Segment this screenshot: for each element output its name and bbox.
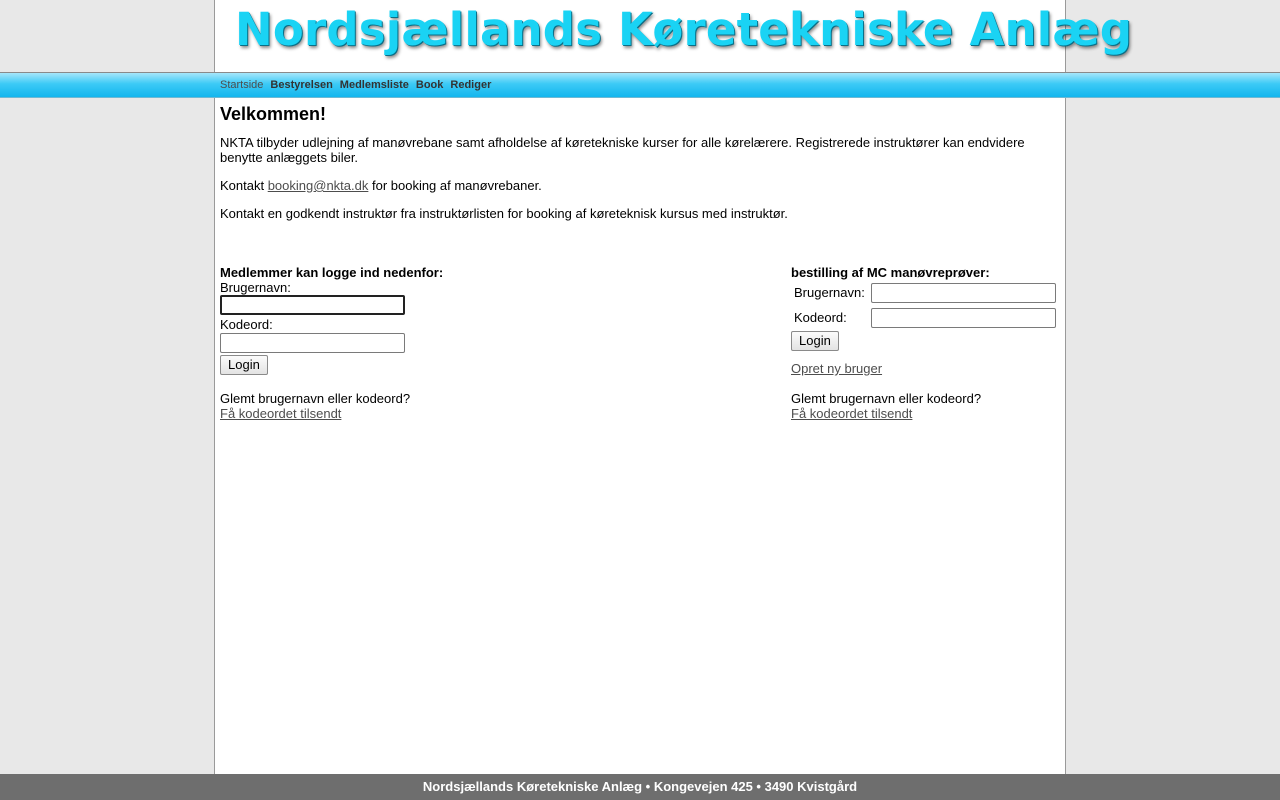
mc-forgot-link[interactable]: Få kodeordet tilsendt <box>791 406 913 421</box>
member-username-label: Brugernavn: <box>220 280 291 295</box>
create-user-link[interactable]: Opret ny bruger <box>791 361 883 376</box>
main-navigation <box>0 72 1280 98</box>
member-forgot-link[interactable]: Få kodeordet tilsendt <box>220 406 342 421</box>
mc-login-button[interactable]: Login <box>791 331 839 351</box>
member-password-input[interactable] <box>220 333 405 353</box>
mc-password-input[interactable] <box>871 308 1056 328</box>
contact-text <box>220 178 1060 193</box>
nav-item-bestyrelsen[interactable]: Bestyrelsen <box>270 79 333 91</box>
mc-login-heading: bestilling af MC manøvreprøver: <box>791 265 990 280</box>
member-login-button[interactable]: Login <box>220 355 268 375</box>
mc-password-label: Kodeord: <box>794 310 847 325</box>
booking-email-link[interactable]: booking@nkta.dk <box>267 178 369 193</box>
nav-item-book[interactable]: Book <box>415 79 444 91</box>
site-header <box>214 0 1133 72</box>
page-title: Velkommen! <box>220 104 327 124</box>
nav-item-rediger[interactable]: Rediger <box>450 79 492 91</box>
mc-login-form <box>791 265 1059 421</box>
site-footer: Nordsjællands Køretekniske Anlæg • Kongevejen 425 • 3490 Kvistgård <box>0 774 1280 800</box>
contact-prefix: Kontakt <box>220 178 268 193</box>
member-password-label: Kodeord: <box>220 317 273 332</box>
nav-item-medlemsliste[interactable]: Medlemsliste <box>339 79 409 91</box>
member-forgot-text: Glemt brugernavn eller kodeord? <box>220 391 411 406</box>
member-username-input[interactable] <box>220 295 405 315</box>
contact-suffix: for booking af manøvrebaner. <box>368 178 542 193</box>
site-logo[interactable]: Nordsjællands Køretekniske Anlæg <box>235 3 1133 56</box>
instructor-note: Kontakt en godkendt instruktør fra instruktørlisten for booking af køreteknisk kursus med instruktør. <box>220 206 788 221</box>
intro-text: NKTA tilbyder udlejning af manøvrebane samt afholdelse af køretekniske kurser for alle kørelærere. Registrerede instruktører kan endvidere benytte anlæggets biler. <box>220 135 1025 165</box>
nav-item-startside[interactable]: Startside <box>220 79 264 91</box>
mc-username-label: Brugernavn: <box>794 285 865 300</box>
mc-username-input[interactable] <box>871 283 1056 303</box>
member-login-heading: Medlemmer kan logge ind nedenfor: <box>220 265 444 280</box>
member-login-form <box>220 265 480 421</box>
main-content <box>220 98 1060 234</box>
mc-forgot-text: Glemt brugernavn eller kodeord? <box>791 391 982 406</box>
